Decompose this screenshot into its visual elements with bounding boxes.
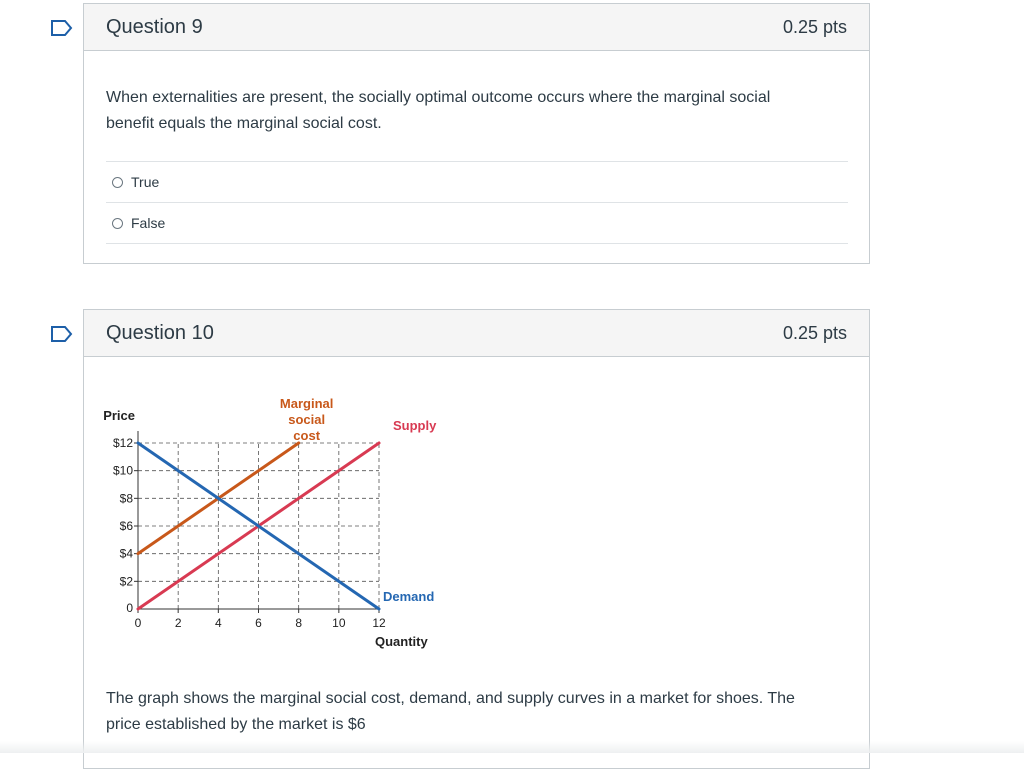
answer-label: False xyxy=(131,215,166,231)
x-tick-label: 2 xyxy=(174,616,182,630)
question-text-line: benefit equals the marginal social cost. xyxy=(106,115,382,132)
y-zero-label: 0 xyxy=(126,601,133,615)
series-label: cost xyxy=(293,428,321,443)
x-tick-label: 4 xyxy=(214,616,222,630)
externality-chart xyxy=(101,398,481,673)
x-tick-label: 6 xyxy=(255,616,262,630)
series-label: social xyxy=(288,412,326,427)
answer-option-false[interactable] xyxy=(106,202,848,244)
answer-option-true[interactable] xyxy=(106,161,848,202)
radio-button[interactable] xyxy=(112,218,123,229)
question-header xyxy=(84,4,869,51)
x-axis-label: Quantity xyxy=(375,634,428,649)
question-card xyxy=(83,309,870,769)
question-text-line: When externalities are present, the socially optimal outcome occurs where the marginal social xyxy=(106,89,771,106)
question-title: Question 9 xyxy=(106,15,203,38)
question-text-line: price established by the market is $6 xyxy=(106,716,366,733)
y-tick-label: $4 xyxy=(119,546,133,561)
question-text xyxy=(106,85,826,137)
question-text xyxy=(106,686,826,738)
scroll-shadow xyxy=(0,741,1024,753)
question-title: Question 10 xyxy=(106,321,214,344)
radio-button[interactable] xyxy=(112,177,123,188)
question-header xyxy=(84,310,869,357)
answer-label: True xyxy=(131,174,160,190)
flag-question-icon[interactable] xyxy=(51,326,73,342)
flag-question-icon[interactable] xyxy=(51,20,73,36)
question-points: 0.25 pts xyxy=(782,16,847,37)
y-tick-label: $10 xyxy=(112,463,133,478)
y-tick-label: $6 xyxy=(119,519,133,533)
x-tick-label: 10 xyxy=(332,616,346,630)
question-points: 0.25 pts xyxy=(782,322,847,343)
y-tick-label: $8 xyxy=(119,491,133,506)
y-tick-label: $2 xyxy=(119,574,133,589)
question-text-line: The graph shows the marginal social cost, demand, and supply curves in a market for shoes. The xyxy=(106,690,795,707)
x-tick-label: 8 xyxy=(295,616,303,630)
answer-list xyxy=(106,161,848,244)
series-label: Marginal xyxy=(279,398,334,411)
y-tick-label: $12 xyxy=(112,436,133,450)
y-axis-label: Price xyxy=(103,408,135,423)
series-label: Demand xyxy=(383,589,435,604)
x-tick-label: 0 xyxy=(134,616,142,630)
series-label: Supply xyxy=(393,418,437,433)
question-card xyxy=(83,3,870,264)
x-tick-label: 12 xyxy=(372,616,386,630)
